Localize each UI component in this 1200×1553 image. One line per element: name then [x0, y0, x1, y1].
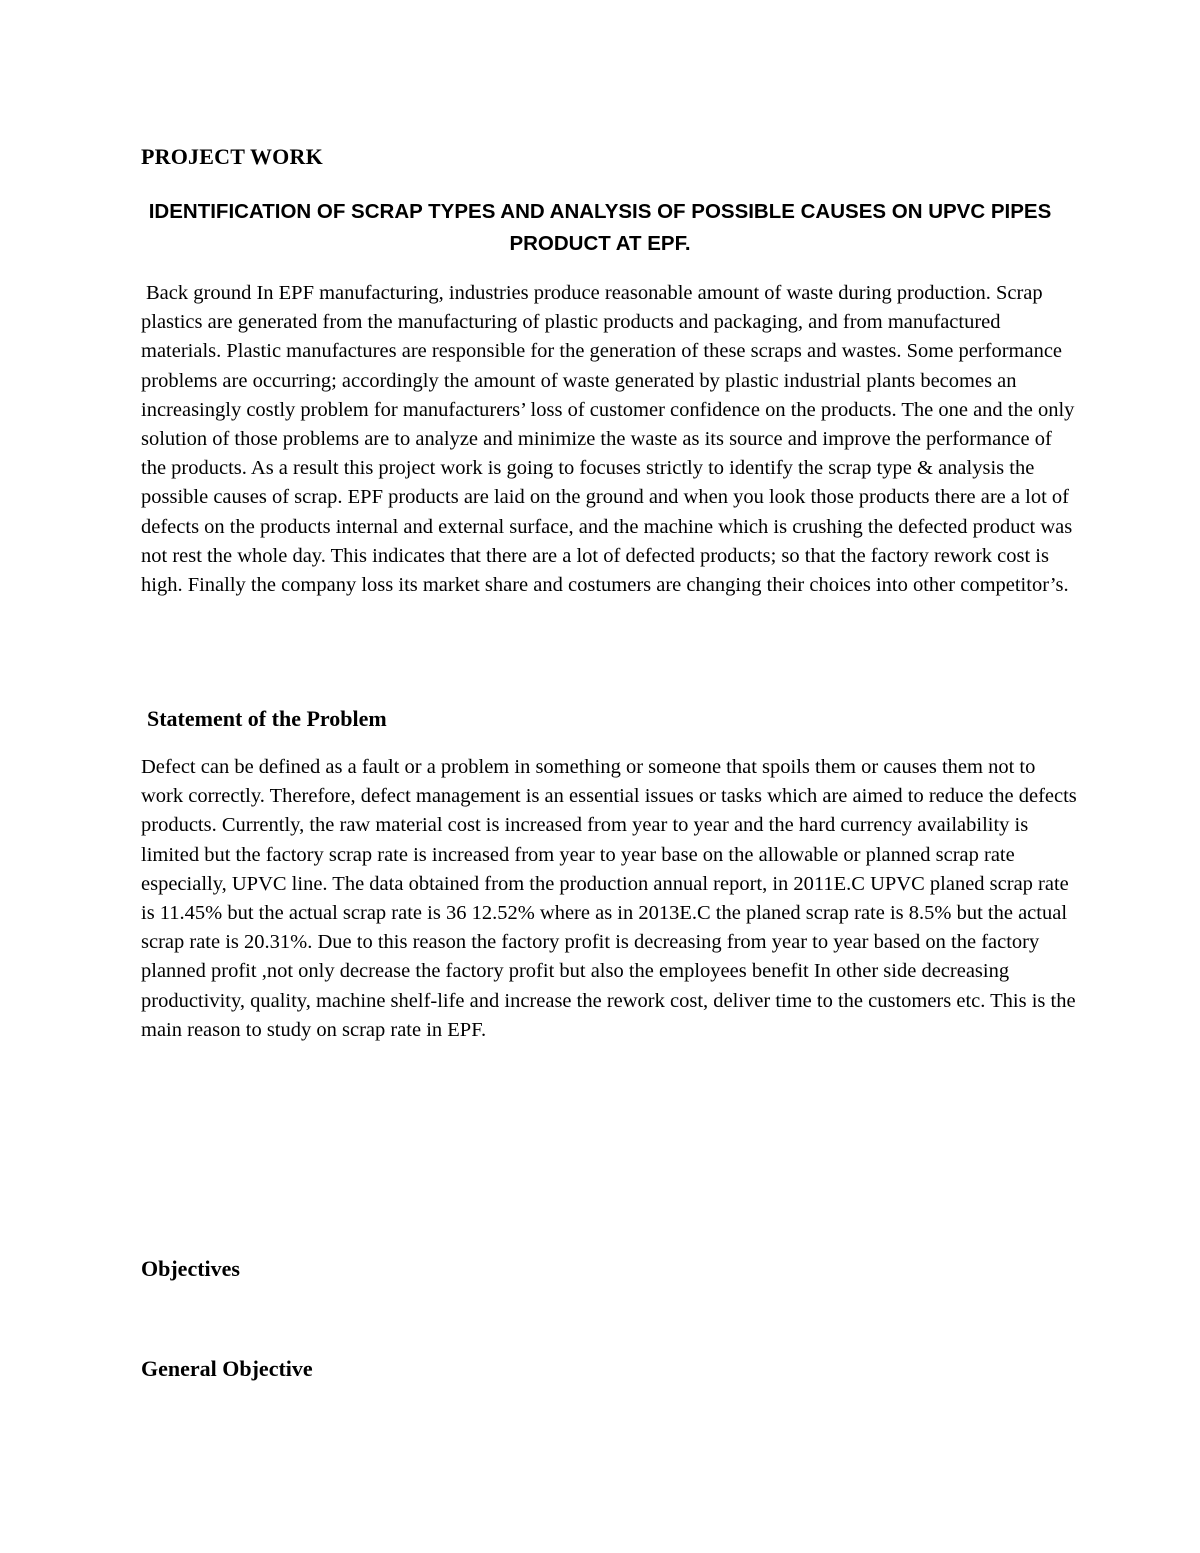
problem-statement-heading: Statement of the Problem [147, 706, 387, 731]
objectives-heading: Objectives [141, 1256, 240, 1281]
general-objective-heading: General Objective [141, 1356, 313, 1381]
background-paragraph: Back ground In EPF manufacturing, industries produce reasonable amount of waste during production. Scrap plastics are generated from the manufacturing of plastic products and packaging, and from manufactured materials. Plastic manufactures are responsible for the generation of these scraps and wastes. Some performance problems are occurring; accordingly the amount of waste generated by plastic industrial plants becomes an increasingly costly problem for manufacturers’ loss of customer confidence on the products. The one and the only solution of those problems are to analyze and minimize the waste as its source and improve the performance of the products. As a result this project work is going to focuses strictly to identify the scrap type & analysis the possible causes of scrap. EPF products are laid on the ground and when you look those products there are a lot of defects on the products internal and external surface, and the machine which is crushing the defected product was not rest the whole day. This indicates that there are a lot of defected products; so that the factory rework cost is high. Finally the company loss its market share and costumers are changing their choices into other competitor’s. [141, 282, 1075, 597]
document-title: IDENTIFICATION OF SCRAP TYPES AND ANALYSIS OF POSSIBLE CAUSES ON UPVC PIPES PRODUCT AT EPF. [148, 200, 1052, 255]
problem-statement-paragraph: Defect can be defined as a fault or a problem in something or someone that spoils them or causes them not to work correctly. Therefore, defect management is an essential issues or tasks which are aimed to reduce the defects products. Currently, the raw material cost is increased from year to year and the hard currency availability is limited but the factory scrap rate is increased from year to year base on the allowable or planned scrap rate especially, UPVC line. The data obtained from the production annual report, in 2011E.C UPVC planed scrap rate is 11.45% but the actual scrap rate is 36 12.52% where as in 2013E.C the planed scrap rate is 8.5% but the actual scrap rate is 20.31%. Due to this reason the factory profit is decreasing from year to year based on the factory planned profit ,not only decrease the factory profit but also the employees benefit In other side decreasing productivity, quality, machine shelf-life and increase the rework cost, deliver time to the customers etc. This is the main reason to study on scrap rate in EPF. [141, 756, 1077, 1041]
document-label: PROJECT WORK [141, 144, 323, 169]
